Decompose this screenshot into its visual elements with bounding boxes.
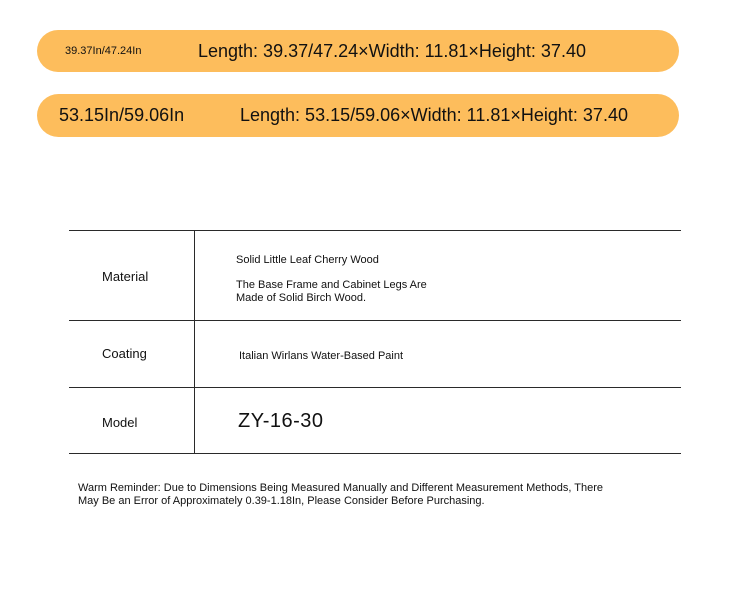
size-tag: 53.15In/59.06In	[59, 105, 185, 125]
size-banner-large	[37, 94, 679, 137]
warm-reminder	[78, 482, 678, 508]
table-divider	[69, 320, 681, 321]
size-banner-small	[37, 30, 679, 72]
material-label: Material	[102, 269, 149, 284]
column-divider	[194, 230, 195, 453]
model-value: ZY-16-30	[238, 410, 324, 432]
table-divider	[69, 387, 681, 388]
table-divider	[69, 230, 681, 231]
material-detail-line: The Base Frame and Cabinet Legs Are	[236, 279, 427, 291]
reminder-line: Warm Reminder: Due to Dimensions Being Measured Manually and Different Measurement Methods, There	[78, 482, 603, 494]
table-divider	[69, 453, 681, 454]
material-detail-line: Made of Solid Birch Wood.	[236, 292, 367, 304]
material-value: Solid Little Leaf Cherry Wood	[236, 254, 379, 266]
coating-value: Italian Wirlans Water-Based Paint	[239, 350, 404, 362]
dimensions-text: Length: 53.15/59.06×Width: 11.81×Height: 37.40	[240, 105, 628, 125]
dimensions-text: Length: 39.37/47.24×Width: 11.81×Height: 37.40	[198, 40, 586, 61]
reminder-line: May Be an Error of Approximately 0.39-1.18In, Please Consider Before Purchasing.	[78, 495, 485, 507]
model-label: Model	[102, 415, 138, 430]
size-tag: 39.37In/47.24In	[65, 45, 142, 57]
coating-label: Coating	[102, 346, 147, 361]
